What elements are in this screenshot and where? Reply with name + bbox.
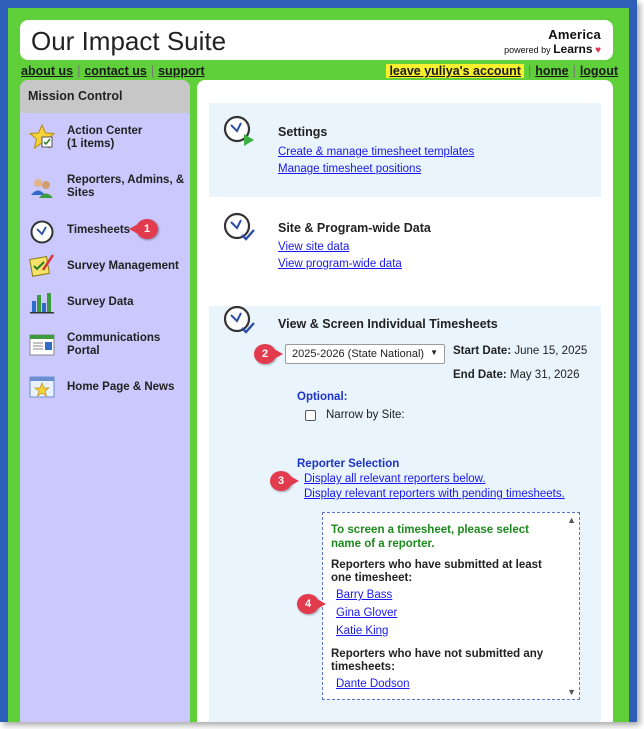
- callout-marker-4: 4: [297, 594, 319, 614]
- sidebar-item-label: Communications Portal: [67, 332, 161, 357]
- homepage-icon: [29, 374, 55, 400]
- sidebar-item-survey-data[interactable]: [20, 289, 190, 315]
- sidebar-item-action-center[interactable]: [20, 124, 190, 156]
- scroll-down-arrow-icon[interactable]: ▼: [567, 687, 576, 697]
- reporter-link-dante-dodson[interactable]: Dante Dodson: [336, 678, 410, 690]
- app-header: [20, 20, 613, 60]
- sidebar-heading: Mission Control: [20, 80, 190, 113]
- sidebar-item-home-page[interactable]: [20, 374, 190, 400]
- sidebar: [20, 80, 190, 722]
- newsletter-icon: [29, 332, 55, 358]
- top-right-links: leave yuliya's account | home | logout: [386, 64, 618, 78]
- home-link[interactable]: home: [535, 64, 569, 78]
- year-select[interactable]: [285, 344, 445, 364]
- callout-marker-1: 1: [136, 219, 158, 239]
- year-select-value: 2025-2026 (State National): [292, 348, 425, 360]
- display-all-reporters-link[interactable]: Display all relevant reporters below.: [304, 473, 486, 485]
- logo-line1: America: [548, 27, 601, 42]
- narrow-by-site-checkbox[interactable]: [305, 410, 316, 421]
- contact-us-link[interactable]: contact us: [84, 64, 147, 78]
- dropdown-arrow-icon: ▼: [430, 348, 438, 357]
- bar-chart-icon: [29, 289, 55, 315]
- scroll-up-arrow-icon[interactable]: ▲: [567, 515, 576, 525]
- sidebar-item-communications[interactable]: [20, 330, 190, 360]
- clock-check-icon: [222, 304, 256, 338]
- settings-title: Settings: [278, 125, 328, 139]
- about-us-link[interactable]: about us: [21, 64, 74, 78]
- reporter-instruction: To screen a timesheet, please select name of a reporter.: [331, 524, 529, 550]
- people-icon: [29, 175, 55, 201]
- reporter-selection-heading: Reporter Selection: [297, 458, 400, 470]
- submitted-heading: Reporters who have submitted at least one timesheet:: [331, 559, 542, 584]
- logout-link[interactable]: logout: [579, 64, 618, 78]
- america-learns-logo: [504, 28, 601, 56]
- sidebar-item-label: Home Page & News: [67, 381, 175, 393]
- app-title: Our Impact Suite: [31, 26, 227, 56]
- optional-heading: Optional:: [297, 391, 348, 403]
- reporter-list-box[interactable]: [322, 512, 580, 700]
- sidebar-item-label: Timesheets: [67, 224, 131, 236]
- end-date: [453, 369, 580, 381]
- support-link[interactable]: support: [158, 64, 205, 78]
- reporter-link-katie-king[interactable]: Katie King: [336, 625, 389, 637]
- start-date: [453, 345, 587, 357]
- sidebar-item-label: Survey Management: [67, 260, 179, 272]
- start-date-label: Start Date:: [453, 345, 512, 357]
- notepad-icon: [29, 252, 55, 278]
- end-date-value: May 31, 2026: [509, 369, 580, 381]
- sidebar-item-survey-management[interactable]: [20, 252, 190, 280]
- logo-learns: Learns: [553, 42, 593, 56]
- manage-templates-link[interactable]: Create & manage timesheet templates: [278, 146, 475, 158]
- clock-check-icon: [222, 211, 256, 245]
- reporter-link-gina-glover[interactable]: Gina Glover: [336, 607, 398, 619]
- logo-line2: [504, 43, 601, 56]
- narrow-by-site-label: Narrow by Site:: [326, 409, 405, 421]
- sidebar-item-timesheets[interactable]: [20, 219, 190, 245]
- not-submitted-heading: Reporters who have not submitted any timesheets:: [331, 648, 544, 673]
- sidebar-item-reporters[interactable]: [20, 173, 190, 203]
- sidebar-item-label: Action Center (1 items): [67, 125, 143, 150]
- view-program-data-link[interactable]: View program-wide data: [278, 258, 402, 270]
- heart-icon: ♥: [595, 45, 601, 56]
- site-data-panel: [209, 208, 601, 288]
- end-date-label: End Date:: [453, 369, 507, 381]
- reporter-link-barry-bass[interactable]: Barry Bass: [336, 589, 393, 601]
- logo-powered-by: powered by: [504, 45, 551, 55]
- sidebar-item-label: Survey Data: [67, 296, 134, 308]
- star-icon: [29, 124, 55, 150]
- callout-marker-3: 3: [270, 471, 292, 491]
- clock-play-icon: [222, 114, 256, 148]
- callout-marker-2: 2: [254, 344, 276, 364]
- display-pending-reporters-link[interactable]: Display relevant reporters with pending timesheets.: [304, 488, 565, 500]
- main-content: [197, 80, 613, 722]
- sidebar-item-label: Reporters, Admins, & Sites: [67, 174, 185, 199]
- individual-timesheets-title: View & Screen Individual Timesheets: [278, 317, 498, 331]
- leave-account-link[interactable]: leave yuliya's account: [386, 64, 524, 78]
- manage-positions-link[interactable]: Manage timesheet positions: [278, 163, 422, 175]
- clock-icon: [29, 219, 55, 245]
- top-left-links: about us | contact us | support: [21, 64, 205, 78]
- site-data-title: Site & Program-wide Data: [278, 221, 431, 235]
- start-date-value: June 15, 2025: [514, 345, 588, 357]
- view-site-data-link[interactable]: View site data: [278, 241, 350, 253]
- settings-panel: [209, 103, 601, 197]
